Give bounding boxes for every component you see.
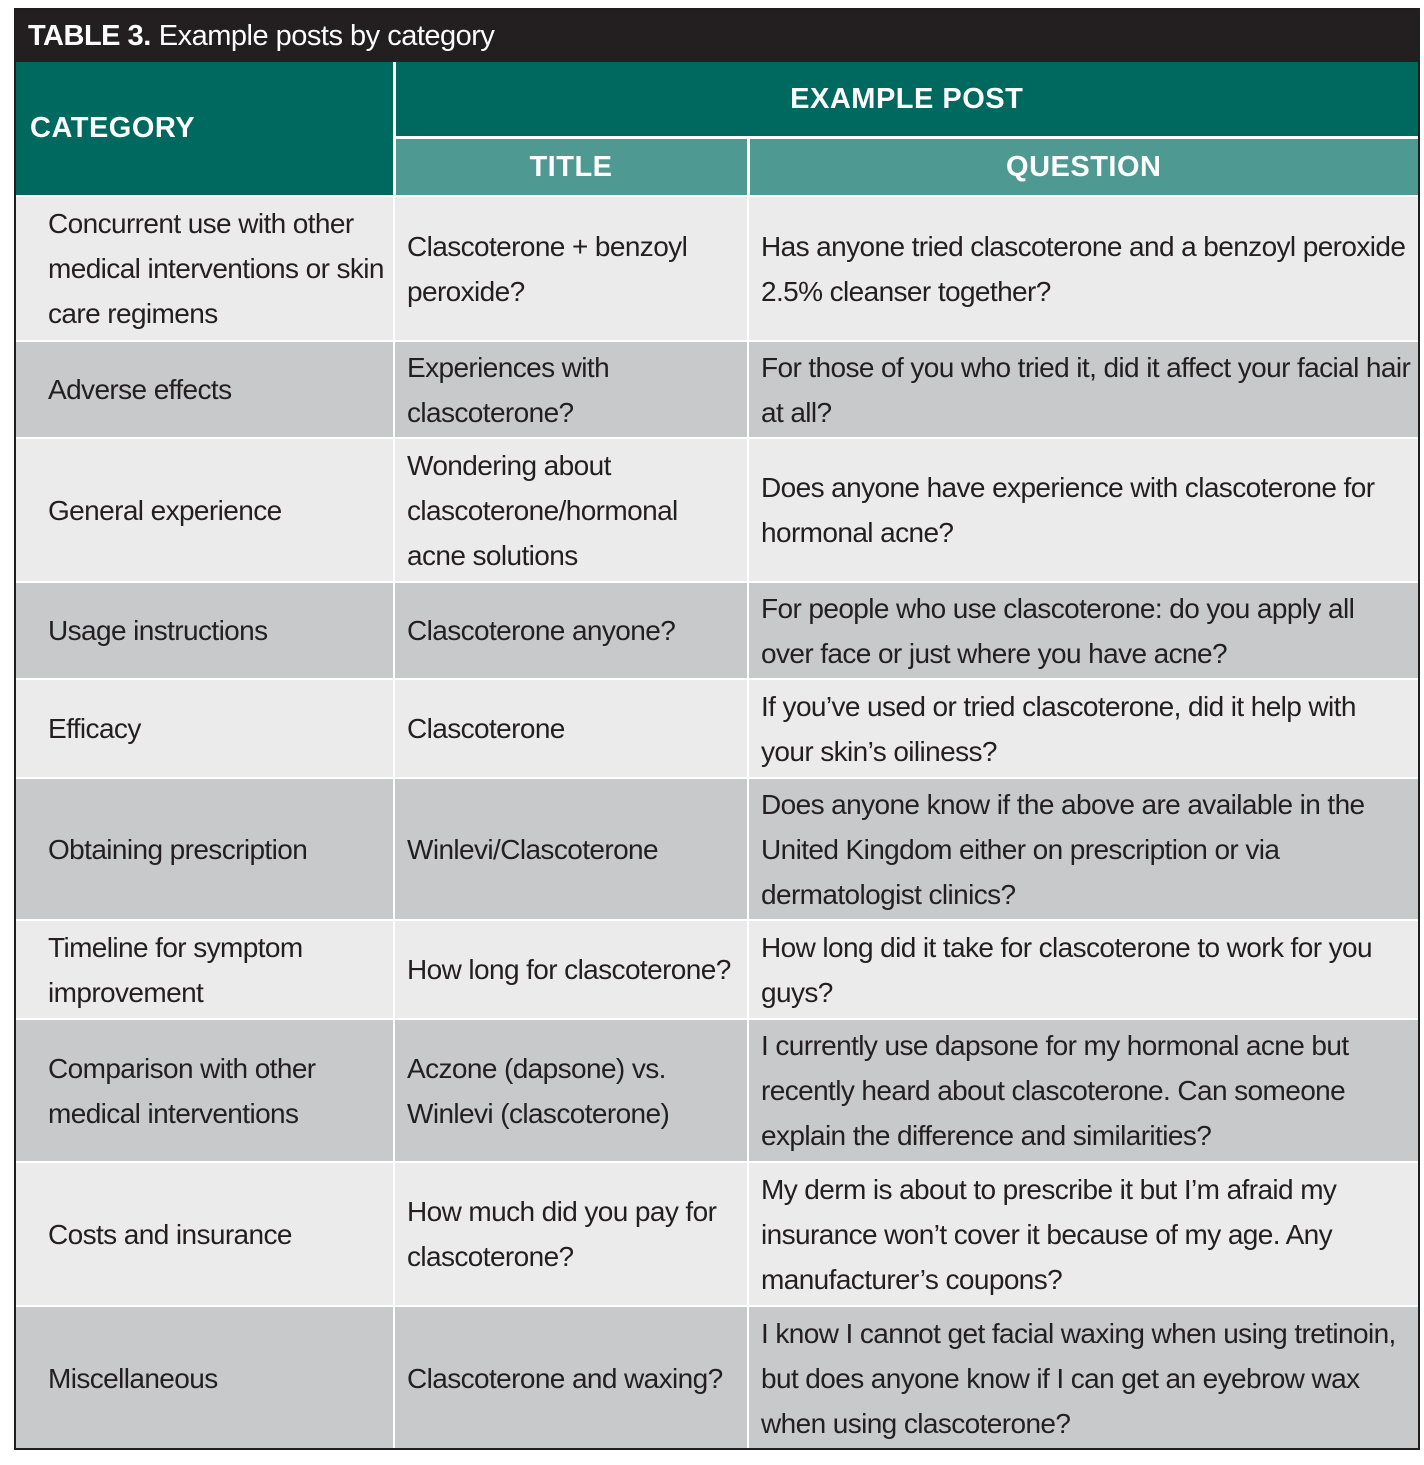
- question-cell: For those of you who tried it, did it affect your facial hair at all?: [748, 341, 1418, 438]
- question-cell: Has anyone tried clascoterone and a benzoyl peroxide 2.5% cleanser together?: [748, 196, 1418, 341]
- table-caption: Example posts by category: [158, 19, 495, 52]
- header-example-post: EXAMPLE POST: [394, 62, 1418, 138]
- table-row: [16, 438, 1418, 582]
- question-cell: Does anyone have experience with clascoterone for hormonal acne?: [748, 438, 1418, 582]
- header-title: TITLE: [394, 138, 748, 197]
- question-cell: How long did it take for clascoterone to work for you guys?: [748, 920, 1418, 1019]
- table-row: [16, 196, 1418, 341]
- table-row: [16, 1306, 1418, 1450]
- table-label: TABLE 3.: [28, 19, 151, 52]
- category-cell: General experience: [16, 438, 394, 582]
- header-question: QUESTION: [748, 138, 1418, 197]
- category-cell: Timeline for symptom improvement: [16, 920, 394, 1019]
- title-cell: Experiences with clascoterone?: [394, 341, 748, 438]
- title-cell: How long for clascoterone?: [394, 920, 748, 1019]
- table-row: [16, 778, 1418, 920]
- title-cell: Wondering about clascoterone/hormonal acne solutions: [394, 438, 748, 582]
- category-cell: Miscellaneous: [16, 1306, 394, 1450]
- title-cell: Clascoterone + benzoyl peroxide?: [394, 196, 748, 341]
- question-cell: My derm is about to prescribe it but I’m afraid my insurance won’t cover it because of my age. Any manufacturer’s coupons?: [748, 1162, 1418, 1306]
- title-cell: Aczone (dapsone) vs. Winlevi (clascoterone): [394, 1019, 748, 1162]
- table-row: [16, 1162, 1418, 1306]
- title-cell: Clascoterone and waxing?: [394, 1306, 748, 1450]
- title-cell: Clascoterone: [394, 679, 748, 778]
- question-cell: If you’ve used or tried clascoterone, did it help with your skin’s oiliness?: [748, 679, 1418, 778]
- title-cell: How much did you pay for clascoterone?: [394, 1162, 748, 1306]
- category-cell: Comparison with other medical interventions: [16, 1019, 394, 1162]
- table-row: [16, 920, 1418, 1019]
- question-cell: I currently use dapsone for my hormonal acne but recently heard about clascoterone. Can someone explain the difference and similarities?: [748, 1019, 1418, 1162]
- category-cell: Concurrent use with other medical interventions or skin care regimens: [16, 196, 394, 341]
- question-cell: Does anyone know if the above are available in the United Kingdom either on prescription or via dermatologist clinics?: [748, 778, 1418, 920]
- table-row: [16, 1019, 1418, 1162]
- table-row: [16, 341, 1418, 438]
- table-frame: [14, 8, 1420, 1450]
- example-posts-table: [16, 62, 1418, 1450]
- question-cell: For people who use clascoterone: do you apply all over face or just where you have acne?: [748, 582, 1418, 679]
- header-category: CATEGORY: [16, 62, 394, 196]
- category-cell: Adverse effects: [16, 341, 394, 438]
- title-cell: Clascoterone anyone?: [394, 582, 748, 679]
- title-cell: Winlevi/Clascoterone: [394, 778, 748, 920]
- category-cell: Costs and insurance: [16, 1162, 394, 1306]
- category-cell: Obtaining prescription: [16, 778, 394, 920]
- table-caption-bar: [16, 10, 1418, 62]
- category-cell: Efficacy: [16, 679, 394, 778]
- category-cell: Usage instructions: [16, 582, 394, 679]
- table-row: [16, 582, 1418, 679]
- question-cell: I know I cannot get facial waxing when using tretinoin, but does anyone know if I can get an eyebrow wax when using clascoterone?: [748, 1306, 1418, 1450]
- table-row: [16, 679, 1418, 778]
